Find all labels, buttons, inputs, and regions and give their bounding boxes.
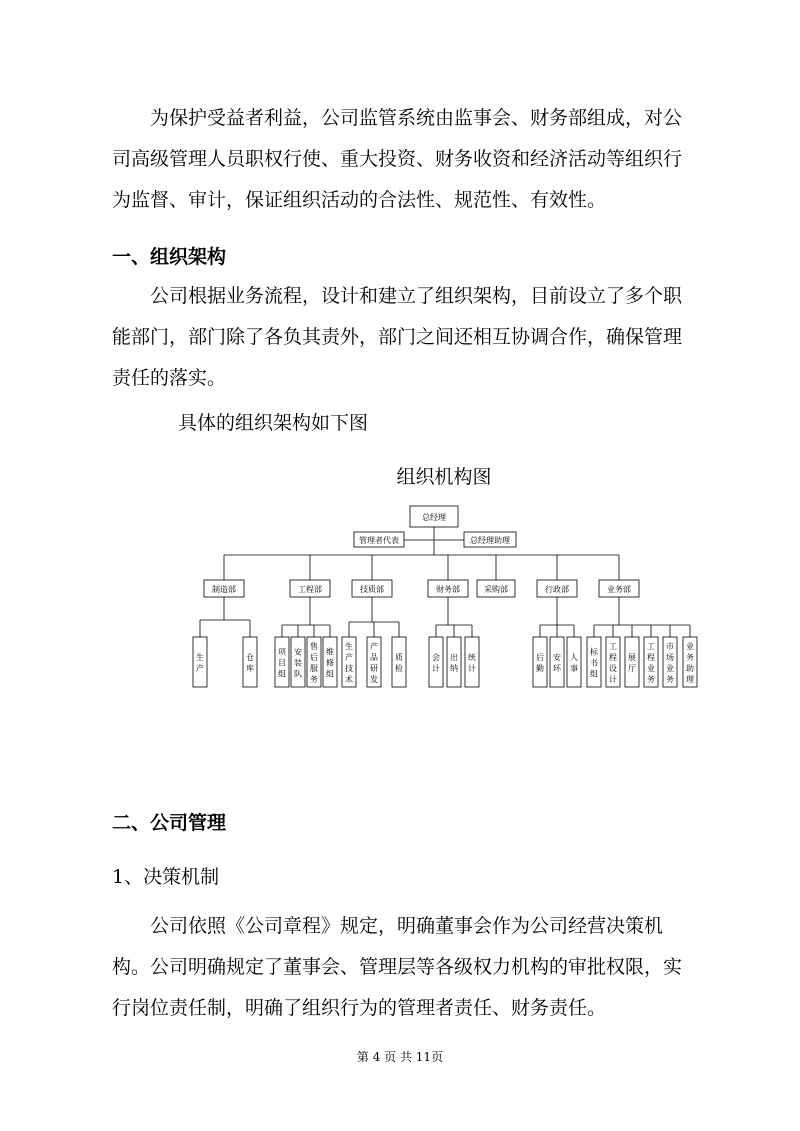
child-label: 质检: [395, 652, 403, 673]
intro-paragraph: [112, 98, 692, 221]
root-label: 总经理: [422, 513, 446, 522]
section2-line-3: 行岗位责任制，明确了组织行为的管理者责任、财务责任。: [112, 997, 607, 1019]
child-box: [625, 637, 639, 687]
section2-paragraph: [112, 906, 692, 1029]
section1-line-1: 公司根据业务流程，设计和建立了组织架构，目前设立了多个职: [150, 285, 683, 307]
child-label: 后勤: [536, 652, 544, 673]
child-label: 产品研发: [370, 641, 378, 684]
section2-line-2: 构。公司明确规定了董事会、管理层等各级权力机构的审批权限，实: [112, 956, 683, 978]
child-label: 售后服务: [310, 641, 318, 684]
dept-label-1: 工程部: [298, 585, 322, 594]
right-assistant-label: 总经理助理: [470, 536, 510, 545]
child-label: 人事: [570, 652, 578, 673]
child-box: [533, 637, 547, 687]
dept-label-5: 行政部: [545, 585, 569, 594]
child-label: 仓库: [246, 652, 254, 673]
page-footer: 第 4 页 共 11页: [356, 1050, 444, 1064]
section1-paragraph: [112, 276, 692, 399]
child-box: [567, 637, 581, 687]
child-label: 安装队: [294, 647, 302, 679]
child-label: 市场业务: [666, 641, 674, 684]
org-chart-caption: 具体的组织架构如下图: [178, 412, 369, 434]
dept-label-6: 业务部: [607, 585, 631, 594]
left-assistant-label: 管理者代表: [359, 536, 399, 545]
dept-label-4: 采购部: [484, 585, 508, 594]
child-box: [193, 637, 207, 687]
child-label: 生产: [196, 652, 204, 673]
child-label: 项目组: [278, 647, 286, 679]
child-label: 工程设计: [609, 641, 617, 684]
child-box: [429, 637, 443, 687]
section2-line-1: 公司依照《公司章程》规定，明确董事会作为公司经营决策机: [150, 915, 664, 937]
child-label: 标书组: [590, 647, 598, 679]
child-label: 生产技术: [345, 641, 353, 684]
intro-line-1: 为保护受益者利益，公司监管系统由监事会、财务部组成，对公: [150, 107, 683, 129]
child-label: 工程业务: [647, 641, 655, 684]
child-label: 展厅: [628, 652, 636, 673]
child-label: 出纳: [450, 652, 458, 673]
child-label: 统计: [468, 652, 476, 673]
intro-line-3: 为监督、审计，保证组织活动的合法性、规范性、有效性。: [112, 189, 607, 211]
child-label: 安环: [553, 652, 561, 673]
child-box: [392, 637, 406, 687]
org-chart-title: 组织机构图: [396, 466, 492, 488]
child-box: [550, 637, 564, 687]
child-box: [465, 637, 479, 687]
child-box: [447, 637, 461, 687]
child-label: 会计: [432, 652, 440, 673]
section1-line-2: 能部门，部门除了各负其责外，部门之间还相互协调合作，确保管理: [112, 326, 683, 348]
dept-label-3: 财务部: [436, 585, 460, 594]
child-box: [243, 637, 257, 687]
child-label: 业务助理: [686, 641, 694, 684]
child-label: 维修组: [326, 647, 334, 679]
section2-subheading: 1、决策机制: [112, 866, 220, 888]
org-chart: [0, 500, 800, 700]
section1-heading: 一、组织架构: [112, 246, 227, 268]
intro-line-2: 司高级管理人员职权行使、重大投资、财务收资和经济活动等组织行: [112, 148, 683, 170]
dept-label-0: 制造部: [212, 585, 236, 594]
section2-heading: 二、公司管理: [112, 812, 227, 834]
dept-label-2: 技质部: [360, 585, 384, 594]
section1-line-3: 责任的落实。: [112, 367, 227, 389]
